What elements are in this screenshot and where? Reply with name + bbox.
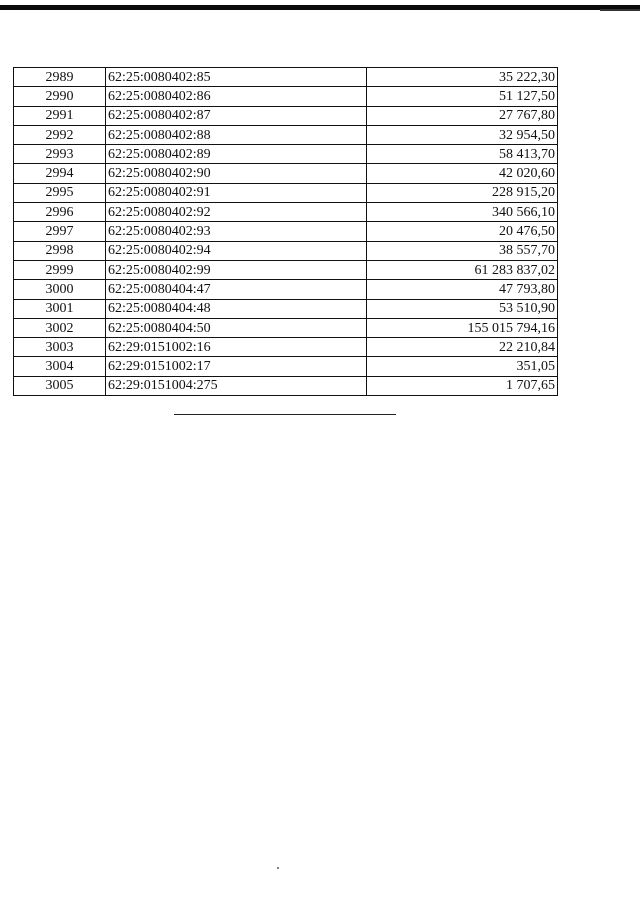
table-row xyxy=(14,125,558,144)
cadastral-value-cell: 61 283 837,02 xyxy=(367,260,558,279)
table-row xyxy=(14,376,558,395)
cadastral-number-cell: 62:25:0080402:87 xyxy=(106,106,367,125)
row-number-cell: 2990 xyxy=(14,87,106,106)
row-number-cell: 3000 xyxy=(14,280,106,299)
table-row xyxy=(14,338,558,357)
row-number-cell: 3002 xyxy=(14,318,106,337)
row-number-cell: 3004 xyxy=(14,357,106,376)
cadastral-number-cell: 62:25:0080404:47 xyxy=(106,280,367,299)
table-row xyxy=(14,241,558,260)
table-row xyxy=(14,145,558,164)
cadastral-number-cell: 62:25:0080402:90 xyxy=(106,164,367,183)
cadastral-value-cell: 340 566,10 xyxy=(367,203,558,222)
cadastral-number-cell: 62:29:0151002:16 xyxy=(106,338,367,357)
cadastral-number-cell: 62:25:0080402:91 xyxy=(106,183,367,202)
table-row xyxy=(14,183,558,202)
row-number-cell: 3005 xyxy=(14,376,106,395)
table-row xyxy=(14,299,558,318)
top-border-rule xyxy=(0,5,640,10)
cadastral-number-cell: 62:25:0080402:93 xyxy=(106,222,367,241)
cadastral-value-cell: 53 510,90 xyxy=(367,299,558,318)
top-border-rule-tail xyxy=(600,9,640,11)
table-row xyxy=(14,280,558,299)
row-number-cell: 2996 xyxy=(14,203,106,222)
cadastral-number-cell: 62:25:0080402:99 xyxy=(106,260,367,279)
cadastral-number-cell: 62:25:0080402:86 xyxy=(106,87,367,106)
row-number-cell: 2999 xyxy=(14,260,106,279)
cadastral-value-cell: 228 915,20 xyxy=(367,183,558,202)
row-number-cell: 2993 xyxy=(14,145,106,164)
table-row xyxy=(14,260,558,279)
cadastral-value-table xyxy=(13,67,558,396)
cadastral-value-cell: 32 954,50 xyxy=(367,125,558,144)
cadastral-number-cell: 62:29:0151002:17 xyxy=(106,357,367,376)
cadastral-number-cell: 62:25:0080402:85 xyxy=(106,68,367,87)
cadastral-value-cell: 22 210,84 xyxy=(367,338,558,357)
table-row xyxy=(14,106,558,125)
scan-speck xyxy=(277,867,279,869)
row-number-cell: 3003 xyxy=(14,338,106,357)
cadastral-number-cell: 62:25:0080402:92 xyxy=(106,203,367,222)
cadastral-value-cell: 351,05 xyxy=(367,357,558,376)
row-number-cell: 2992 xyxy=(14,125,106,144)
cadastral-value-cell: 155 015 794,16 xyxy=(367,318,558,337)
cadastral-value-cell: 51 127,50 xyxy=(367,87,558,106)
cadastral-value-cell: 20 476,50 xyxy=(367,222,558,241)
cadastral-value-cell: 58 413,70 xyxy=(367,145,558,164)
end-of-table-rule xyxy=(174,414,396,415)
table-row xyxy=(14,318,558,337)
cadastral-number-cell: 62:29:0151004:275 xyxy=(106,376,367,395)
cadastral-value-cell: 35 222,30 xyxy=(367,68,558,87)
cadastral-number-cell: 62:25:0080402:88 xyxy=(106,125,367,144)
row-number-cell: 2995 xyxy=(14,183,106,202)
cadastral-value-cell: 27 767,80 xyxy=(367,106,558,125)
cadastral-value-cell: 47 793,80 xyxy=(367,280,558,299)
row-number-cell: 2991 xyxy=(14,106,106,125)
table-row xyxy=(14,68,558,87)
cadastral-number-cell: 62:25:0080402:94 xyxy=(106,241,367,260)
table-row xyxy=(14,87,558,106)
cadastral-value-cell: 1 707,65 xyxy=(367,376,558,395)
row-number-cell: 2989 xyxy=(14,68,106,87)
table-row xyxy=(14,357,558,376)
table-body xyxy=(14,68,558,396)
cadastral-value-cell: 38 557,70 xyxy=(367,241,558,260)
row-number-cell: 2994 xyxy=(14,164,106,183)
cadastral-number-cell: 62:25:0080402:89 xyxy=(106,145,367,164)
row-number-cell: 3001 xyxy=(14,299,106,318)
table-row xyxy=(14,164,558,183)
cadastral-number-cell: 62:25:0080404:50 xyxy=(106,318,367,337)
cadastral-number-cell: 62:25:0080404:48 xyxy=(106,299,367,318)
table-row xyxy=(14,222,558,241)
row-number-cell: 2998 xyxy=(14,241,106,260)
table-row xyxy=(14,203,558,222)
row-number-cell: 2997 xyxy=(14,222,106,241)
cadastral-value-cell: 42 020,60 xyxy=(367,164,558,183)
